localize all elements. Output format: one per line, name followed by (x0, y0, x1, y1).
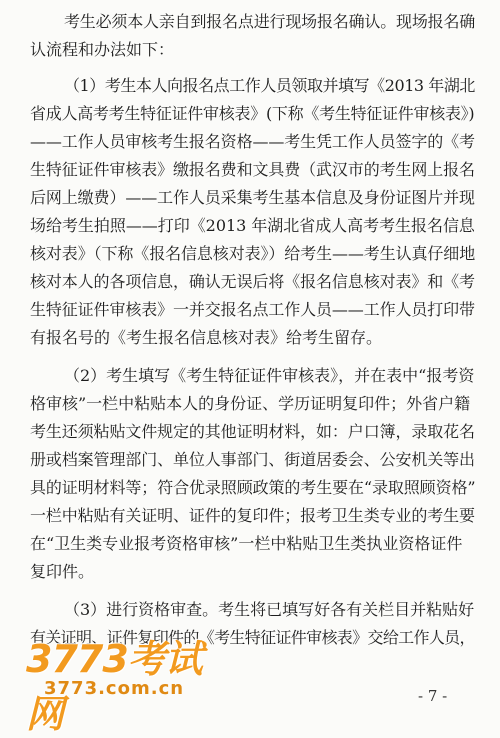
text-line: 在“卫生类专业报考资格审核”一栏中粘贴卫生类执业资格证件 (30, 534, 463, 553)
text-line: （1）考生本人向报名点工作人员领取并填写《2013 年湖北 (64, 76, 475, 95)
text-line: 认流程和办法如下： (30, 40, 175, 59)
text-line: （3）进行资格审查。考生将已填写好各有关栏目并粘贴好 (64, 600, 475, 619)
text-line: （2）考生填写《考生特征证件审核表》，并在表中“报考资 (64, 366, 475, 385)
watermark-logo-text: 3773考试网 (26, 637, 202, 736)
text-line: 具的证明材料等；符合优录照顾政策的考生要在“录取照顾资格” (30, 478, 476, 497)
text-line: 有关证明、证件复印件的《考生特征证件审核表》交给工作人员， (30, 628, 475, 647)
text-line: 核对表》（下称《报名信息核对表》）给考生——考生认真仔细地 (30, 244, 476, 263)
page-number: - 7 - (418, 687, 448, 705)
watermark-logo (26, 628, 226, 736)
text-line: 场给考生拍照——打印《2013 年湖北省成人高考考生报名信息 (30, 216, 475, 235)
text-line: ——工作人员审核考生报名资格——考生凭工作人员签字的《考 (30, 132, 475, 151)
text-line: 生特征证件审核表》一并交报名点工作人员——工作人员打印带 (30, 300, 475, 319)
text-line: 考生还须粘贴文件规定的其他证明材料，如：户口簿，录取花名 (30, 422, 475, 441)
text-line: 一栏中粘贴有关证明、证件的复印件；报考卫生类专业的考生要 (30, 506, 475, 525)
text-line: 考生必须本人亲自到报名点进行现场报名确认。现场报名确 (64, 12, 476, 31)
text-line: 复印件。 (30, 562, 95, 581)
text-line: 核对本人的各项信息，确认无误后将《报名信息核对表》和《考 (30, 272, 475, 291)
text-line: 后网上缴费）——工作人员采集考生基本信息及身份证图片并现 (30, 188, 475, 207)
text-line: 册或档案管理部门、单位人事部门、街道居委会、公安机关等出 (30, 450, 475, 469)
text-line: 生特征证件审核表》缴报名费和文具费（武汉市的考生网上报名 (30, 160, 475, 179)
text-line: 有报名号的《考生报名信息核对表》给考生留存。 (30, 328, 383, 347)
text-line: 省成人高考考生特征证件审核表》(下称《考生特征证件审核表》) (30, 104, 475, 123)
watermark-url: 3773.com.cn (44, 678, 185, 699)
text-line: 格审核”一栏中粘贴本人的身份证、学历证明复印件；外省户籍 (30, 394, 471, 413)
